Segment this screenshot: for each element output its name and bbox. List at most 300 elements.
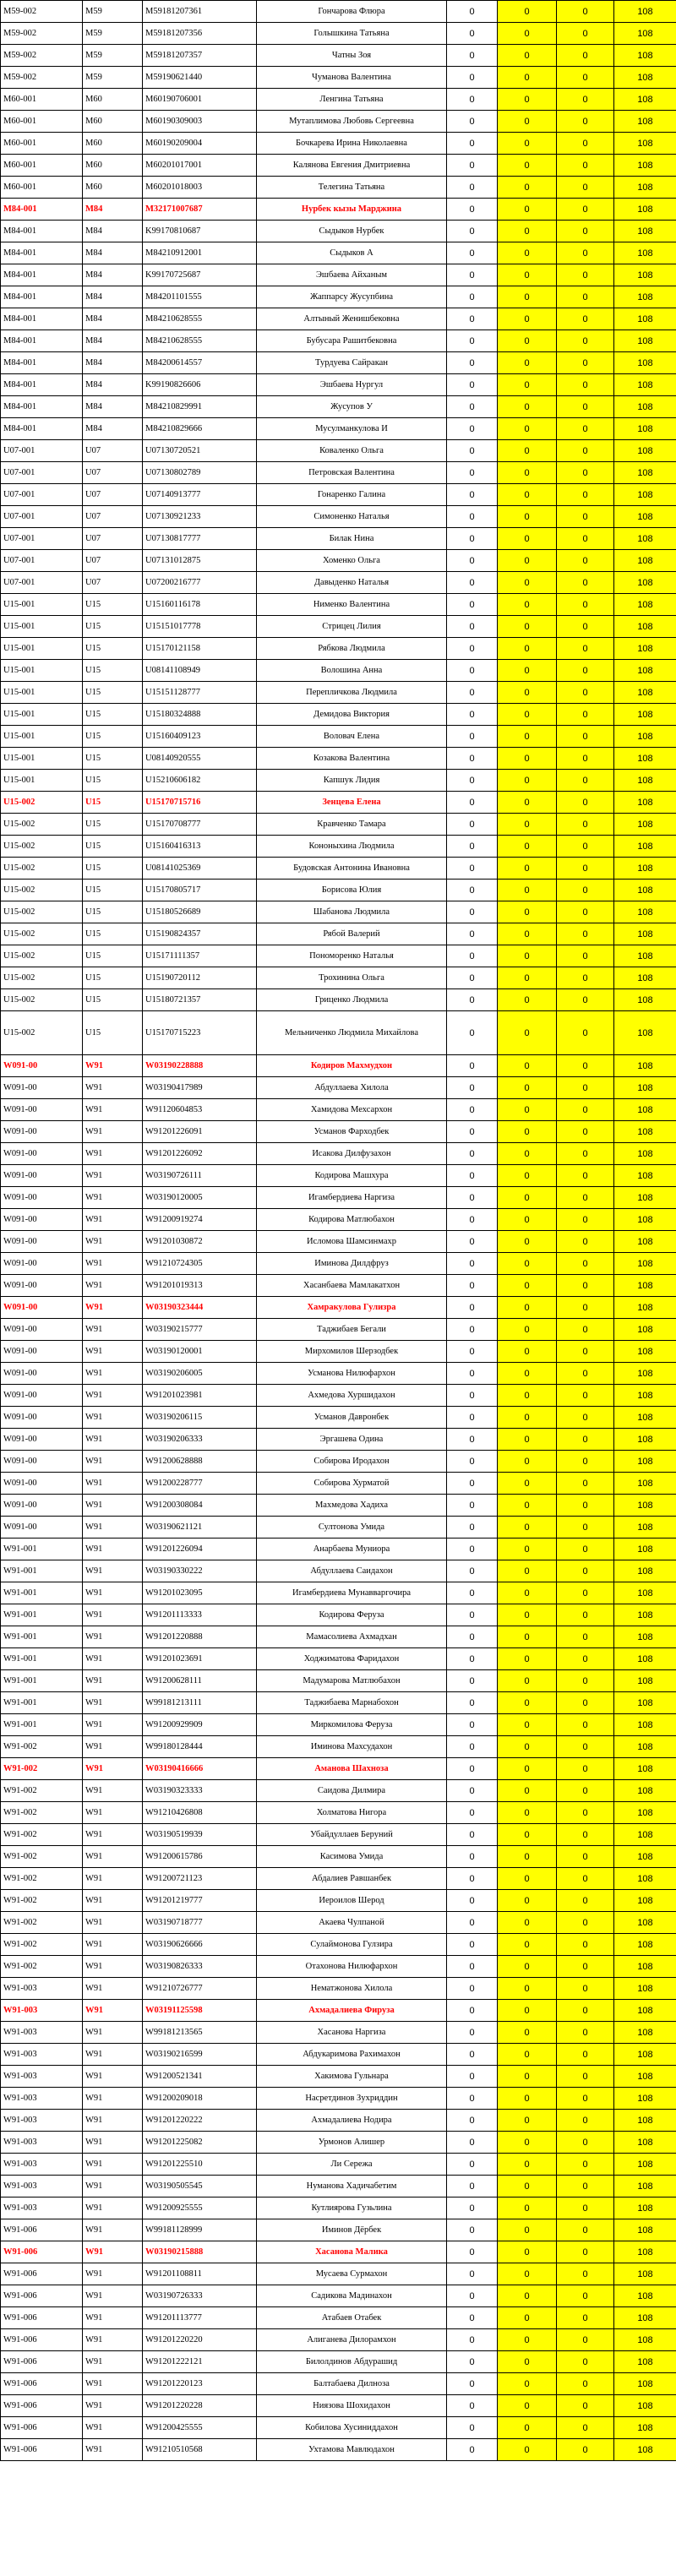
value-cell: 108 [614, 2110, 676, 2132]
value-cell: 108 [614, 1736, 676, 1758]
member-id-cell: U07131012875 [143, 550, 257, 572]
branch-cell: W91 [83, 1407, 143, 1429]
member-name-cell: Сулаймонова Гулзира [257, 1934, 447, 1956]
member-id-cell: U08141108949 [143, 660, 257, 682]
value-cell: 0 [498, 286, 557, 308]
value-cell: 108 [614, 1297, 676, 1319]
value-cell: 0 [447, 155, 498, 177]
value-cell: 0 [557, 1626, 614, 1648]
member-id-cell: W99181213565 [143, 2022, 257, 2044]
member-id-cell: U15151017778 [143, 616, 257, 638]
value-cell: 0 [447, 1604, 498, 1626]
value-cell: 0 [447, 264, 498, 286]
value-cell: 0 [447, 1846, 498, 1868]
member-id-cell: W91200615786 [143, 1846, 257, 1868]
value-cell: 0 [498, 748, 557, 770]
branch-cell: U07 [83, 572, 143, 594]
group-code-cell: M84-001 [1, 221, 83, 242]
member-id-cell: W03190417989 [143, 1077, 257, 1099]
branch-cell: W91 [83, 1231, 143, 1253]
member-id-cell: W03190519939 [143, 1824, 257, 1846]
value-cell: 108 [614, 1560, 676, 1582]
value-cell: 0 [447, 880, 498, 901]
value-cell: 0 [557, 67, 614, 89]
table-row [1, 836, 676, 858]
value-cell: 108 [614, 2132, 676, 2154]
value-cell: 0 [447, 814, 498, 836]
value-cell: 0 [498, 1758, 557, 1780]
table-row [1, 23, 676, 45]
table-row [1, 1824, 676, 1846]
member-id-cell: M59181207357 [143, 45, 257, 67]
value-cell: 0 [447, 967, 498, 989]
group-code-cell: W91-003 [1, 1978, 83, 2000]
member-id-cell: U15170708777 [143, 814, 257, 836]
group-code-cell: U15-002 [1, 814, 83, 836]
member-id-cell: U15160116178 [143, 594, 257, 616]
value-cell: 0 [447, 1780, 498, 1802]
member-id-cell: W03190215888 [143, 2241, 257, 2263]
value-cell: 0 [557, 2197, 614, 2219]
table-row [1, 396, 676, 418]
member-id-cell: W91200521341 [143, 2066, 257, 2088]
value-cell: 0 [557, 23, 614, 45]
member-name-cell: Исломова Шамсинмахр [257, 1231, 447, 1253]
member-id-cell: U15170715716 [143, 792, 257, 814]
group-code-cell: W91-002 [1, 1846, 83, 1868]
value-cell: 0 [557, 1604, 614, 1626]
value-cell: 0 [557, 1231, 614, 1253]
value-cell: 0 [447, 1692, 498, 1714]
value-cell: 0 [447, 2285, 498, 2307]
value-cell: 108 [614, 594, 676, 616]
group-code-cell: U07-001 [1, 506, 83, 528]
member-id-cell: W03190215777 [143, 1319, 257, 1341]
value-cell: 108 [614, 1780, 676, 1802]
value-cell: 108 [614, 2373, 676, 2395]
value-cell: 0 [447, 89, 498, 111]
group-code-cell: W91-002 [1, 1736, 83, 1758]
member-id-cell: W91201023095 [143, 1582, 257, 1604]
group-code-cell: W91-001 [1, 1692, 83, 1714]
group-code-cell: M59-002 [1, 1, 83, 23]
value-cell: 0 [498, 2439, 557, 2461]
value-cell: 0 [498, 308, 557, 330]
member-name-cell: Игамбердиева Мунавваргочира [257, 1582, 447, 1604]
branch-cell: U15 [83, 858, 143, 880]
value-cell: 0 [557, 2263, 614, 2285]
member-id-cell: K99190826606 [143, 374, 257, 396]
member-name-cell: Иминова Дилдфруз [257, 1253, 447, 1275]
member-name-cell: Абдуллаева Саидахон [257, 1560, 447, 1582]
member-id-cell: U15170805717 [143, 880, 257, 901]
member-id-cell: K99170810687 [143, 221, 257, 242]
value-cell: 108 [614, 2197, 676, 2219]
value-cell: 0 [498, 550, 557, 572]
branch-cell: W91 [83, 1912, 143, 1934]
value-cell: 0 [447, 374, 498, 396]
value-cell: 0 [447, 506, 498, 528]
value-cell: 0 [557, 1407, 614, 1429]
value-cell: 0 [498, 923, 557, 945]
value-cell: 108 [614, 221, 676, 242]
group-code-cell: W91-003 [1, 2197, 83, 2219]
branch-cell: W91 [83, 1495, 143, 1517]
branch-cell: W91 [83, 1077, 143, 1099]
value-cell: 108 [614, 89, 676, 111]
member-name-cell: Кодирова Матлюбахон [257, 1209, 447, 1231]
table-row [1, 1011, 676, 1055]
table-row [1, 221, 676, 242]
member-name-cell: Хамидова Мехсархон [257, 1099, 447, 1121]
group-code-cell: W091-00 [1, 1363, 83, 1385]
value-cell: 0 [557, 748, 614, 770]
group-code-cell: W91-002 [1, 1780, 83, 1802]
member-name-cell: Алтыный Женишбековна [257, 308, 447, 330]
member-id-cell: W91201220222 [143, 2110, 257, 2132]
value-cell: 108 [614, 1802, 676, 1824]
value-cell: 0 [498, 1253, 557, 1275]
branch-cell: W91 [83, 2241, 143, 2263]
member-name-cell: Мадумарова Матлюбахон [257, 1670, 447, 1692]
table-row [1, 440, 676, 462]
value-cell: 0 [498, 2241, 557, 2263]
value-cell: 0 [498, 2154, 557, 2176]
value-cell: 0 [447, 1890, 498, 1912]
value-cell: 0 [447, 858, 498, 880]
branch-cell: W91 [83, 1868, 143, 1890]
group-code-cell: W091-00 [1, 1297, 83, 1319]
value-cell: 0 [498, 1604, 557, 1626]
value-cell: 108 [614, 1253, 676, 1275]
branch-cell: W91 [83, 2439, 143, 2461]
branch-cell: W91 [83, 1055, 143, 1077]
member-name-cell: Кобилова Хусиниддахон [257, 2417, 447, 2439]
member-id-cell: W91201220123 [143, 2373, 257, 2395]
branch-cell: U15 [83, 638, 143, 660]
table-row [1, 111, 676, 133]
value-cell: 0 [557, 1319, 614, 1341]
branch-cell: W91 [83, 2066, 143, 2088]
value-cell: 0 [557, 462, 614, 484]
member-id-cell: W91201220228 [143, 2395, 257, 2417]
group-code-cell: W91-006 [1, 2329, 83, 2351]
branch-cell: W91 [83, 1275, 143, 1297]
group-code-cell: W091-00 [1, 1341, 83, 1363]
member-name-cell: Кодирова Феруза [257, 1604, 447, 1626]
value-cell: 0 [498, 1978, 557, 2000]
branch-cell: U15 [83, 836, 143, 858]
branch-cell: U15 [83, 989, 143, 1011]
member-name-cell: Трохинина Ольга [257, 967, 447, 989]
value-cell: 0 [447, 2329, 498, 2351]
member-name-cell: Саидова Дилмира [257, 1780, 447, 1802]
value-cell: 0 [447, 1011, 498, 1055]
value-cell: 0 [498, 1341, 557, 1363]
value-cell: 0 [498, 770, 557, 792]
member-name-cell: Жаппарсу Жусупбина [257, 286, 447, 308]
table-row [1, 506, 676, 528]
value-cell: 0 [447, 2000, 498, 2022]
value-cell: 0 [557, 572, 614, 594]
table-row [1, 2263, 676, 2285]
member-name-cell: Рябкова Людмила [257, 638, 447, 660]
group-code-cell: W91-006 [1, 2285, 83, 2307]
member-id-cell: M60190309003 [143, 111, 257, 133]
value-cell: 0 [557, 594, 614, 616]
branch-cell: W91 [83, 1341, 143, 1363]
value-cell: 0 [447, 2417, 498, 2439]
member-name-cell: Насретдинов Зухриддин [257, 2088, 447, 2110]
member-name-cell: Миркомилова Феруза [257, 1714, 447, 1736]
value-cell: 108 [614, 1099, 676, 1121]
value-cell: 0 [447, 1868, 498, 1890]
value-cell: 0 [447, 308, 498, 330]
value-cell: 0 [557, 1934, 614, 1956]
value-cell: 0 [498, 1121, 557, 1143]
member-name-cell: Хоменко Ольга [257, 550, 447, 572]
member-name-cell: Убайдуллаев Беруний [257, 1824, 447, 1846]
branch-cell: W91 [83, 1187, 143, 1209]
group-code-cell: U15-001 [1, 770, 83, 792]
branch-cell: M84 [83, 418, 143, 440]
value-cell: 0 [557, 264, 614, 286]
member-id-cell: W91201222121 [143, 2351, 257, 2373]
value-cell: 0 [447, 572, 498, 594]
value-cell: 0 [447, 1802, 498, 1824]
member-name-cell: Демидова Виктория [257, 704, 447, 726]
value-cell: 0 [498, 2351, 557, 2373]
branch-cell: W91 [83, 2219, 143, 2241]
group-code-cell: W91-001 [1, 1626, 83, 1648]
value-cell: 0 [447, 2395, 498, 2417]
value-cell: 0 [498, 1648, 557, 1670]
table-row [1, 1495, 676, 1517]
value-cell: 0 [447, 945, 498, 967]
value-cell: 108 [614, 638, 676, 660]
branch-cell: U15 [83, 967, 143, 989]
table-row [1, 880, 676, 901]
member-name-cell: Махмедова Хадиха [257, 1495, 447, 1517]
branch-cell: U15 [83, 594, 143, 616]
member-id-cell: W91200228777 [143, 1473, 257, 1495]
table-row [1, 2088, 676, 2110]
value-cell: 0 [498, 1956, 557, 1978]
value-cell: 0 [447, 1978, 498, 2000]
branch-cell: M84 [83, 352, 143, 374]
member-id-cell: U15151128777 [143, 682, 257, 704]
value-cell: 0 [447, 462, 498, 484]
member-id-cell: W91201030872 [143, 1231, 257, 1253]
value-cell: 108 [614, 1231, 676, 1253]
value-cell: 0 [498, 462, 557, 484]
value-cell: 108 [614, 133, 676, 155]
table-row [1, 792, 676, 814]
table-row [1, 1934, 676, 1956]
value-cell: 0 [557, 374, 614, 396]
value-cell: 0 [447, 177, 498, 199]
value-cell: 0 [447, 836, 498, 858]
member-id-cell: W03190826333 [143, 1956, 257, 1978]
member-id-cell: W91201226094 [143, 1539, 257, 1560]
table-row [1, 484, 676, 506]
table-row [1, 1780, 676, 1802]
branch-cell: W91 [83, 2000, 143, 2022]
branch-cell: U15 [83, 616, 143, 638]
branch-cell: W91 [83, 2176, 143, 2197]
group-code-cell: M84-001 [1, 286, 83, 308]
value-cell: 0 [557, 1011, 614, 1055]
member-id-cell: W91201019313 [143, 1275, 257, 1297]
table-row [1, 572, 676, 594]
value-cell: 0 [498, 1209, 557, 1231]
member-name-cell: Бочкарева Ирина Николаевна [257, 133, 447, 155]
member-id-cell: W91200721123 [143, 1868, 257, 1890]
value-cell: 0 [447, 440, 498, 462]
table-row [1, 462, 676, 484]
value-cell: 108 [614, 1495, 676, 1517]
group-code-cell: M84-001 [1, 242, 83, 264]
member-id-cell: W91210724305 [143, 1253, 257, 1275]
member-id-cell: W91120604853 [143, 1099, 257, 1121]
value-cell: 0 [447, 1626, 498, 1648]
value-cell: 0 [447, 616, 498, 638]
group-code-cell: W091-00 [1, 1319, 83, 1341]
group-code-cell: W091-00 [1, 1495, 83, 1517]
branch-cell: M84 [83, 199, 143, 221]
value-cell: 0 [447, 660, 498, 682]
value-cell: 0 [557, 1582, 614, 1604]
value-cell: 0 [498, 1582, 557, 1604]
group-code-cell: W91-002 [1, 1912, 83, 1934]
group-code-cell: W91-006 [1, 2307, 83, 2329]
value-cell: 108 [614, 1011, 676, 1055]
table-row [1, 1539, 676, 1560]
branch-cell: W91 [83, 1714, 143, 1736]
value-cell: 0 [557, 1978, 614, 2000]
table-row [1, 308, 676, 330]
group-code-cell: W91-001 [1, 1714, 83, 1736]
table-row [1, 1736, 676, 1758]
value-cell: 0 [557, 792, 614, 814]
group-code-cell: W091-00 [1, 1165, 83, 1187]
value-cell: 0 [557, 858, 614, 880]
value-cell: 0 [498, 945, 557, 967]
value-cell: 108 [614, 901, 676, 923]
branch-cell: M60 [83, 133, 143, 155]
value-cell: 108 [614, 484, 676, 506]
value-cell: 108 [614, 792, 676, 814]
member-id-cell: U07130817777 [143, 528, 257, 550]
value-cell: 0 [447, 1231, 498, 1253]
value-cell: 0 [498, 1275, 557, 1297]
member-id-cell: W03190726111 [143, 1165, 257, 1187]
value-cell: 0 [498, 177, 557, 199]
group-code-cell: U15-002 [1, 792, 83, 814]
member-name-cell: Пономоренко Наталья [257, 945, 447, 967]
value-cell: 108 [614, 2307, 676, 2329]
member-id-cell: W91200628111 [143, 1670, 257, 1692]
branch-cell: W91 [83, 1539, 143, 1560]
branch-cell: M60 [83, 177, 143, 199]
group-code-cell: W91-006 [1, 2351, 83, 2373]
branch-cell: W91 [83, 1692, 143, 1714]
value-cell: 108 [614, 1934, 676, 1956]
group-code-cell: U07-001 [1, 550, 83, 572]
table-row [1, 770, 676, 792]
group-code-cell: U15-001 [1, 726, 83, 748]
value-cell: 0 [498, 330, 557, 352]
value-cell: 0 [557, 660, 614, 682]
table-row [1, 726, 676, 748]
group-code-cell: W91-002 [1, 1802, 83, 1824]
value-cell: 0 [498, 418, 557, 440]
value-cell: 0 [557, 199, 614, 221]
value-cell: 108 [614, 1121, 676, 1143]
branch-cell: W91 [83, 1253, 143, 1275]
value-cell: 108 [614, 704, 676, 726]
value-cell: 0 [498, 1451, 557, 1473]
value-cell: 0 [498, 23, 557, 45]
value-cell: 0 [498, 1714, 557, 1736]
value-cell: 0 [447, 528, 498, 550]
table-row [1, 1, 676, 23]
group-code-cell: M60-001 [1, 155, 83, 177]
value-cell: 108 [614, 2066, 676, 2088]
branch-cell: W91 [83, 1297, 143, 1319]
branch-cell: W91 [83, 1956, 143, 1978]
group-code-cell: W91-001 [1, 1560, 83, 1582]
value-cell: 0 [447, 1165, 498, 1187]
value-cell: 0 [557, 1055, 614, 1077]
member-id-cell: W91200308084 [143, 1495, 257, 1517]
member-id-cell: W91201226092 [143, 1143, 257, 1165]
value-cell: 108 [614, 748, 676, 770]
group-code-cell: W091-00 [1, 1473, 83, 1495]
value-cell: 0 [557, 901, 614, 923]
member-name-cell: Мельниченко Людмила Михайлова [257, 1011, 447, 1055]
value-cell: 108 [614, 2022, 676, 2044]
table-row [1, 923, 676, 945]
table-row [1, 374, 676, 396]
value-cell: 108 [614, 286, 676, 308]
value-cell: 0 [498, 67, 557, 89]
branch-cell: W91 [83, 1626, 143, 1648]
value-cell: 108 [614, 67, 676, 89]
value-cell: 0 [447, 1956, 498, 1978]
table-row [1, 242, 676, 264]
value-cell: 0 [498, 264, 557, 286]
value-cell: 0 [498, 199, 557, 221]
group-code-cell: W091-00 [1, 1209, 83, 1231]
member-name-cell: Мамасолиева Ахмадхан [257, 1626, 447, 1648]
member-id-cell: W03190726333 [143, 2285, 257, 2307]
value-cell: 0 [498, 2132, 557, 2154]
value-cell: 0 [498, 2066, 557, 2088]
member-name-cell: Борисова Юлия [257, 880, 447, 901]
value-cell: 108 [614, 2351, 676, 2373]
table-row [1, 45, 676, 67]
table-row [1, 286, 676, 308]
group-code-cell: U15-001 [1, 660, 83, 682]
table-row [1, 2329, 676, 2351]
value-cell: 108 [614, 1648, 676, 1670]
value-cell: 108 [614, 2395, 676, 2417]
group-code-cell: M59-002 [1, 23, 83, 45]
value-cell: 0 [557, 1780, 614, 1802]
value-cell: 0 [498, 1802, 557, 1824]
value-cell: 108 [614, 2285, 676, 2307]
